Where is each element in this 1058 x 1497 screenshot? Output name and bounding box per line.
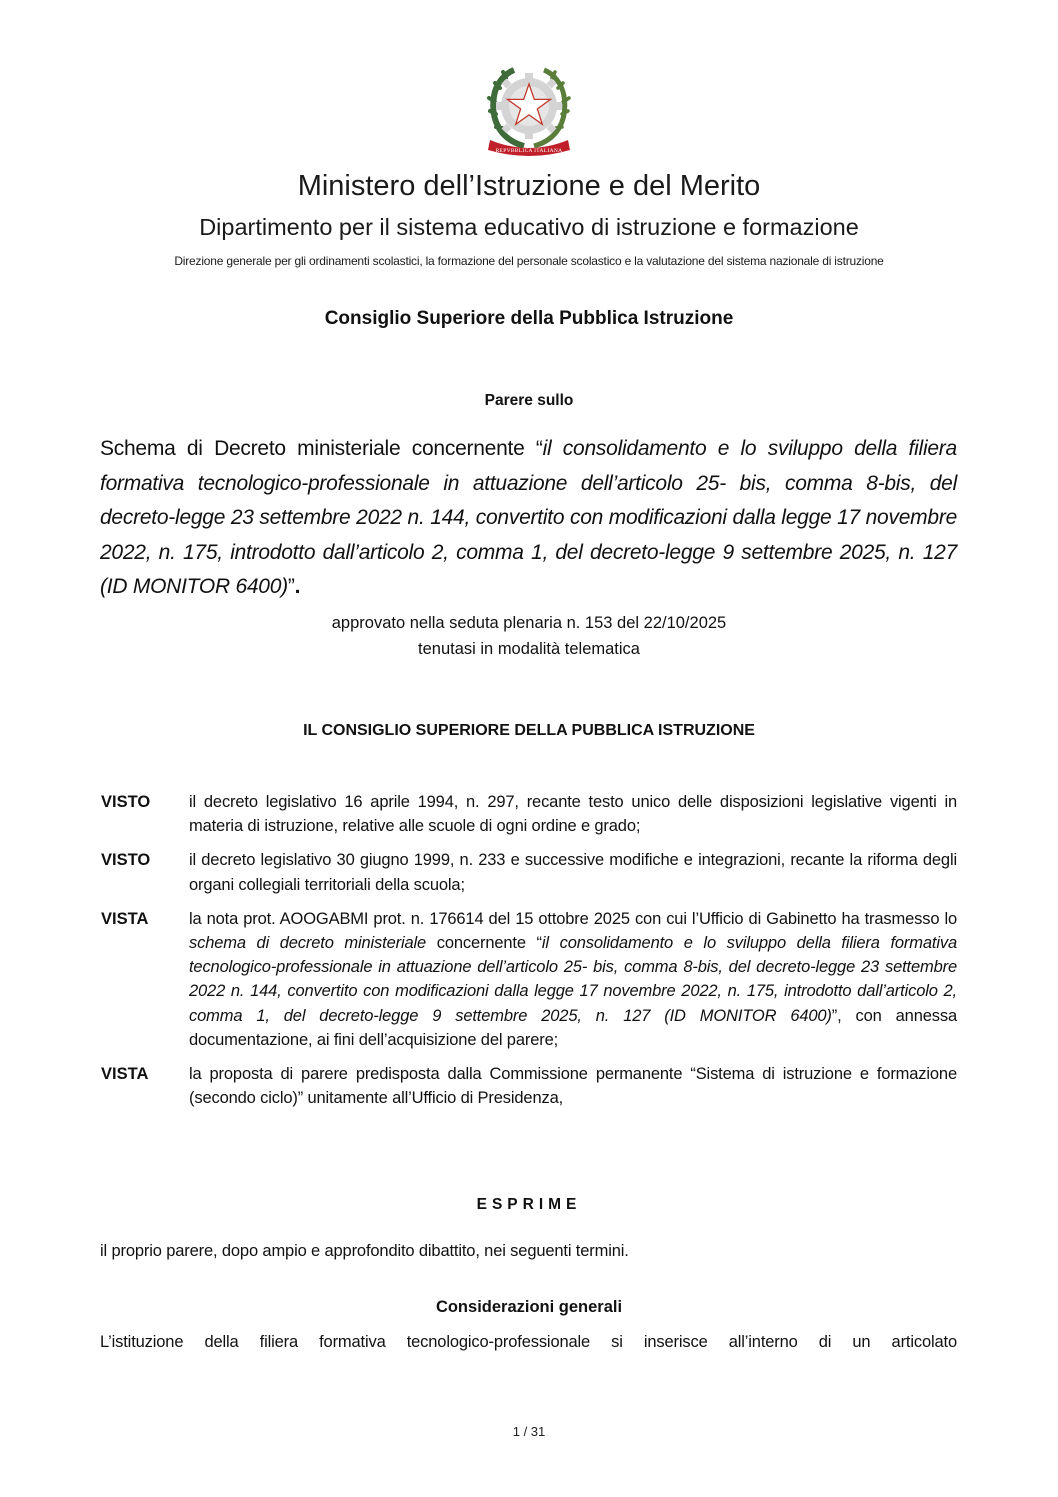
visto-key: VISTA (101, 909, 149, 928)
visto-text-italic: schema di decreto ministeriale (189, 934, 427, 953)
visto-item (101, 1062, 957, 1110)
emblem-of-italy-icon (484, 62, 574, 158)
council-name: Consiglio Superiore della Pubblica Istruzione (324, 308, 734, 329)
svg-text:REPVBBLICA ITALIANA: REPVBBLICA ITALIANA (495, 148, 563, 154)
schema-title (100, 432, 957, 605)
visto-text-italic: il consolidamento e lo sviluppo della filiera formativa tecnologico-professionale in attuazione dell’articolo 25- bis, comma 8-bis, del decreto-legge 23 settembre 2022 n. 144, convertito con modificazioni dalla legge 17 novembre 2022, n. 175, introdotto dall’articolo 2, comma 1, del decreto-legge 9 settembre 2025, n. 127 (ID MONITOR 6400) (189, 934, 957, 1025)
esprime-heading: ESPRIME (476, 1196, 582, 1213)
section-paragraph: L’istituzione della filiera formativa tecnologico-professionale si inserisce all’interno di un articolato (100, 1333, 957, 1351)
visto-item (101, 848, 957, 896)
esprime-text: il proprio parere, dopo ampio e approfondito dibattito, nei seguenti termini. (100, 1242, 629, 1260)
schema-period: . (294, 575, 301, 598)
visto-key: VISTA (101, 1065, 149, 1084)
visto-text-part: la nota prot. AOOGABMI prot. n. 176614 del 15 ottobre 2025 con cui l’Ufficio di Gabinetto ha trasmesso lo (189, 909, 957, 928)
schema-close-quote: ” (287, 575, 295, 598)
section-heading: Considerazioni generali (435, 1298, 623, 1316)
visto-text-part: ”, con annessa documentazione, ai fini dell’acquisizione del parere; (189, 1006, 957, 1049)
parere-heading: Parere sullo (484, 392, 574, 409)
visto-text (189, 907, 957, 1052)
approval-mode: tenutasi in modalità telematica (418, 640, 640, 658)
visto-text-part: concernente “ (426, 934, 542, 953)
page-number: 1 / 31 (512, 1424, 546, 1439)
department-title: Dipartimento per il sistema educativo di istruzione e formazione (199, 214, 859, 240)
visto-text: la proposta di parere predisposta dalla Commissione permanente “Sistema di istruzione e formazione (secondo ciclo)” unitamente all’Ufficio di Presidenza, (189, 1065, 957, 1108)
ministry-title: Ministero dell’Istruzione e del Merito (297, 170, 761, 202)
schema-italic-title: il consolidamento e lo sviluppo della filiera formativa tecnologico-professionale in attuazione dell’articolo 25- bis, comma 8-bis, del decreto-legge 23 settembre 2022 n. 144, convertito con modificazioni dalla legge 17 novembre 2022, n. 175, introdotto dall’articolo 2, comma 1, del decreto-legge 9 settembre 2025, n. 127 (ID MONITOR 6400) (100, 437, 957, 598)
visto-item (101, 907, 957, 1052)
visto-key: VISTO (101, 851, 151, 870)
approval-block (0, 610, 1058, 662)
direction-title: Direzione generale per gli ordinamenti scolastici, la formazione del personale scolastico e la valutazione del sistema nazionale di istruzione (174, 254, 884, 268)
visto-key: VISTO (101, 793, 151, 811)
visto-text: il decreto legislativo 16 aprile 1994, n. 297, recante testo unico delle disposizioni legislative vigenti in materia di istruzione, relative alle scuole di ogni ordine e grado; (189, 793, 957, 836)
schema-prefix: Schema di Decreto ministeriale concernente “ (100, 437, 543, 460)
visto-item (101, 790, 957, 838)
visti-list (101, 790, 957, 1120)
visto-text: il decreto legislativo 30 giugno 1999, n. 233 e successive modifiche e integrazioni, recante la riforma degli organi collegiali territoriali della scuola; (189, 851, 957, 894)
body-heading: IL CONSIGLIO SUPERIORE DELLA PUBBLICA ISTRUZIONE (303, 722, 755, 739)
approval-line: approvato nella seduta plenaria n. 153 del 22/10/2025 (331, 614, 727, 632)
